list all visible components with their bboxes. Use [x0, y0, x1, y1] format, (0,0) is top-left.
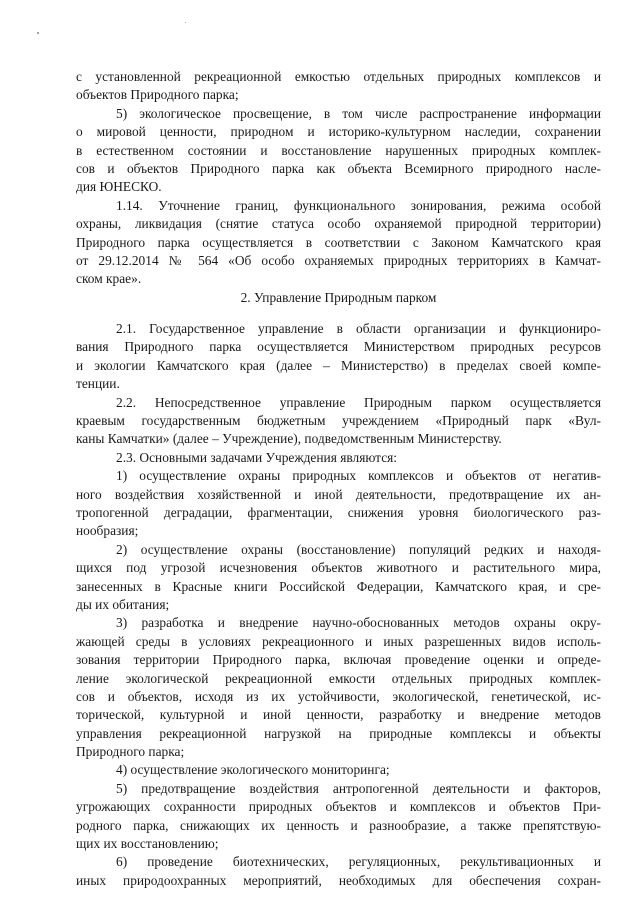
paragraph-item-5 [76, 105, 601, 197]
text-line: занесенных в Красные книги Российской Федерации, Камчатского края, и сре- [76, 578, 601, 594]
text-line: угрожающих сохранности природных объектов и комплексов и объектов При- [76, 799, 601, 815]
paragraph-2-2 [76, 394, 601, 449]
scan-speck [37, 32, 39, 34]
text-line: от 29.12.2014 № 564 «Об особо охраняемых природных территориях в Камчат- [76, 252, 601, 268]
scan-speck [185, 22, 186, 23]
text-line: тропогенной деградации, фрагментации, снижения уровня биологического раз- [76, 504, 601, 520]
document-page [76, 68, 601, 890]
paragraph-task-5 [76, 780, 601, 854]
paragraph-continuation [76, 68, 601, 105]
text-line: ление экологической рекреационной емкости отдельных природных комплек- [76, 670, 601, 686]
text-line: охраны, ликвидация (снятие статуса особо охраняемой природной территории) [76, 216, 601, 232]
text-line: вания Природного парка осуществляется Министерством природных ресурсов [76, 339, 601, 355]
text-line: сов и объектов, исходя из их устойчивости, экологической, генетической, ис- [76, 688, 601, 704]
text-line: иных природоохранных мероприятий, необходимых для обеспечения сохран- [76, 872, 601, 888]
text-line: объектов Природного парка; [76, 87, 239, 103]
text-line: 2.1. Государственное управление в области организации и функциониро- [116, 321, 601, 337]
text-line: Природного парка; [76, 744, 185, 760]
section-heading [76, 289, 601, 307]
text-line: 6) проведение биотехнических, регуляционных, рекультивационных и [116, 854, 601, 870]
paragraph-1-14 [76, 197, 601, 289]
text-line: 5) экологическое просвещение, в том числе распространение информации [116, 105, 601, 121]
text-line: 2.3. Основными задачами Учреждения являются: [116, 449, 398, 465]
paragraph-2-1 [76, 320, 601, 394]
text-line: жающей среды в условиях рекреационного и иных разрешенных видов исполь- [76, 633, 601, 649]
text-line: зования территории Природного парка, включая проведение оценки и опреде- [76, 652, 601, 668]
text-line: краевым государственным бюджетным учреждением «Природный парк «Вул- [76, 413, 601, 429]
text-line: нообразия; [76, 523, 139, 539]
text-line: о мировой ценности, природном и историко-культурном наследии, сохранении [76, 124, 601, 140]
text-line: тенции. [76, 376, 120, 392]
paragraph-2-3 [76, 449, 601, 467]
text-line: 2.2. Непосредственное управление Природным парком осуществляется [116, 394, 601, 410]
text-line: дия ЮНЕСКО. [76, 179, 162, 195]
section-title: 2. Управление Природным парком [240, 289, 437, 305]
text-line: ском крае». [76, 271, 142, 287]
text-line: и экологии Камчатского края (далее – Министерство) в пределах своей компе- [76, 357, 601, 373]
text-line: щихся под угрозой исчезновения объектов животного и растительного мира, [76, 560, 601, 576]
text-line: 1) осуществление охраны природных комплексов и объектов от негатив- [116, 468, 601, 484]
text-line: родного парка, снижающих их ценность и разнообразие, а также препятствую- [76, 817, 601, 833]
paragraph-task-4 [76, 761, 601, 779]
text-line: с установленной рекреационной емкостью отдельных природных комплексов и [76, 69, 601, 84]
text-line: 4) осуществление экологического мониторинга; [116, 762, 390, 778]
text-line: ды их обитания; [76, 596, 170, 612]
text-line: 2) осуществление охраны (восстановление) популяций редких и находя- [116, 541, 601, 557]
paragraph-task-1 [76, 467, 601, 541]
text-line: торической, культурной и иной ценности, разработку и внедрение методов [76, 707, 601, 723]
text-line: управления рекреационной нагрузкой на природные комплексы и объекты [76, 725, 601, 741]
text-line: 3) разработка и внедрение научно-обоснованных методов охраны окру- [116, 615, 601, 631]
text-line: 5) предотвращение воздействия антропогенной деятельности и факторов, [116, 780, 601, 796]
text-line: Природного парка осуществляется в соответствии с Законом Камчатского края [76, 234, 601, 250]
text-line: щих их восстановлению; [76, 836, 219, 852]
text-line: сов и объектов Природного парка как объекта Всемирного природного насле- [76, 160, 601, 176]
text-line: ного воздействия хозяйственной и иной деятельности, предотвращение их ан- [76, 486, 601, 502]
text-line: 1.14. Уточнение границ, функционального зонирования, режима особой [116, 197, 601, 213]
paragraph-task-6 [76, 853, 601, 890]
text-line: в естественном состоянии и восстановление нарушенных природных комплек- [76, 142, 601, 158]
paragraph-task-2 [76, 541, 601, 615]
text-line: каны Камчатки» (далее – Учреждение), подведомственным Министерству. [76, 431, 502, 447]
paragraph-task-3 [76, 614, 601, 761]
